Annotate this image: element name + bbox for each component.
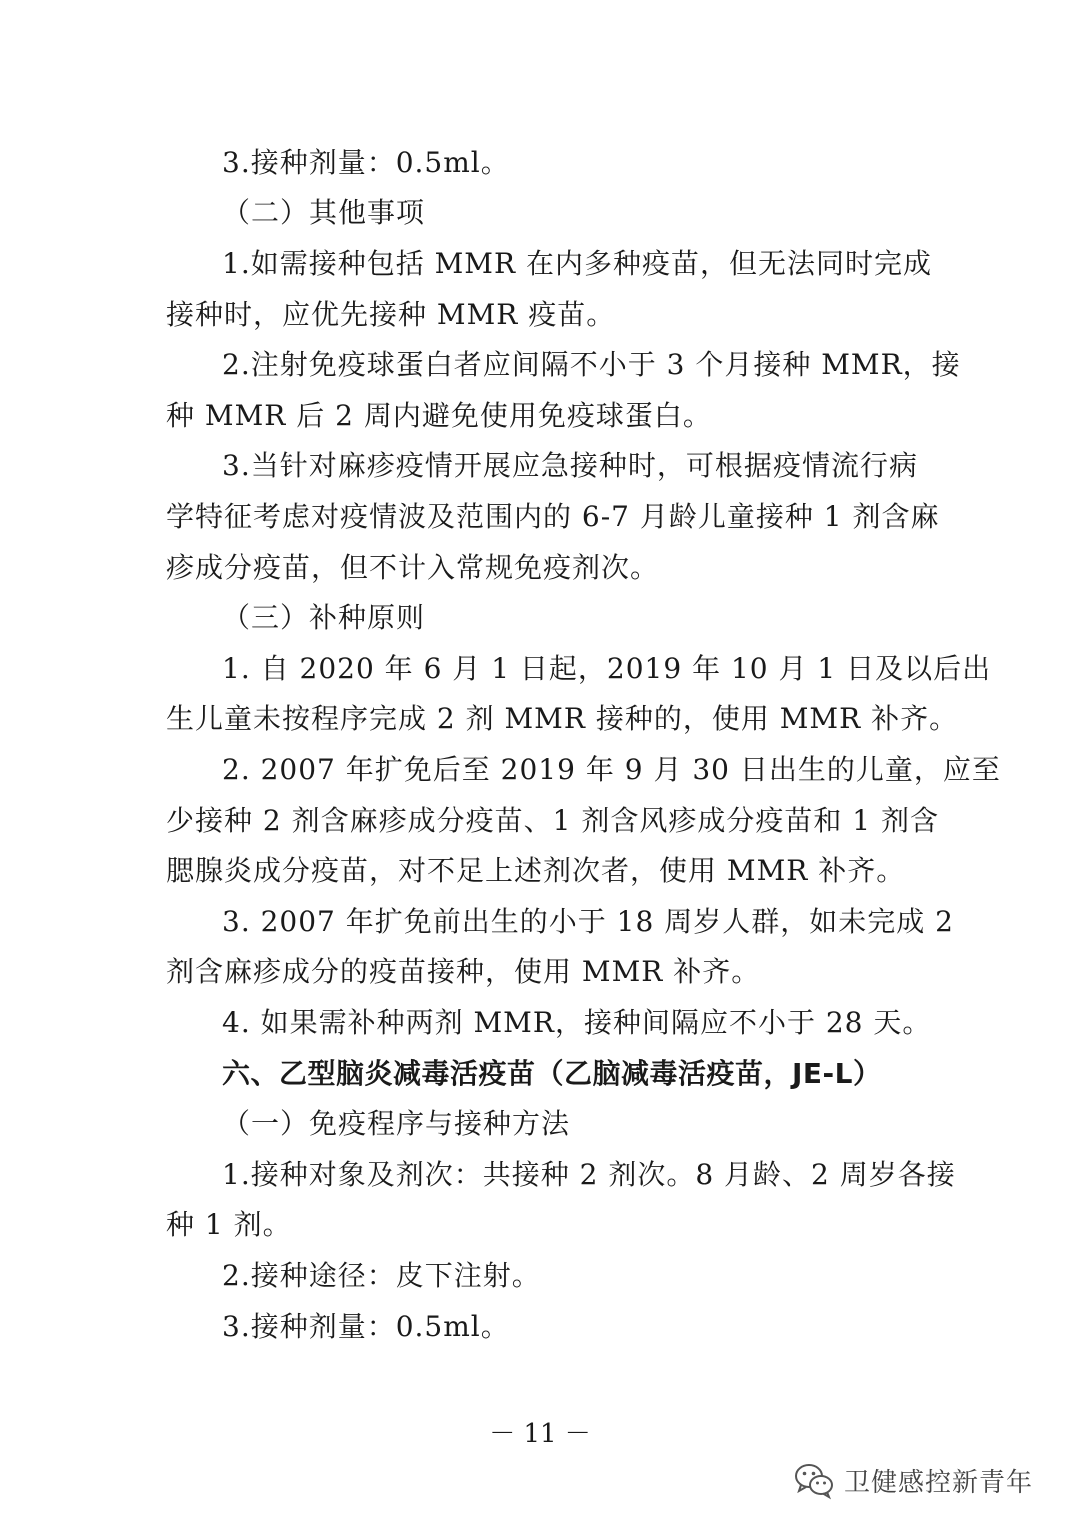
text-line: 4. 如果需补种两剂 MMR，接种间隔应不小于 28 天。	[222, 1006, 932, 1039]
text-line: 1. 自 2020 年 6 月 1 日起，2019 年 10 月 1 日及以后出	[222, 652, 992, 685]
text-line: 腮腺炎成分疫苗，对不足上述剂次者，使用 MMR 补齐。	[166, 854, 906, 887]
watermark	[792, 1458, 1033, 1502]
text-line: 少接种 2 剂含麻疹成分疫苗、1 剂含风疹成分疫苗和 1 剂含	[166, 804, 939, 837]
text-line: 接种时，应优先接种 MMR 疫苗。	[166, 298, 616, 331]
chapter-heading: 六、乙型脑炎减毒活疫苗（乙脑减毒活疫苗，JE-L）	[222, 1057, 882, 1090]
section-heading: （一）免疫程序与接种方法	[222, 1107, 571, 1140]
text-line: 3. 2007 年扩免前出生的小于 18 周岁人群，如未完成 2	[222, 905, 954, 938]
text-line: 疹成分疫苗，但不计入常规免疫剂次。	[166, 551, 660, 584]
text-line: 3.当针对麻疹疫情开展应急接种时，可根据疫情流行病	[222, 449, 918, 482]
text-line: 2. 2007 年扩免后至 2019 年 9 月 30 日出生的儿童，应至	[222, 753, 1001, 786]
watermark-text: 卫健感控新青年	[844, 1467, 1034, 1498]
text-line: 学特征考虑对疫情波及范围内的 6-7 月龄儿童接种 1 剂含麻	[166, 500, 940, 533]
text-line: 3.接种剂量：0.5ml。	[222, 1310, 510, 1343]
text-line: 种 1 剂。	[166, 1208, 292, 1241]
page-number: － 11 －	[489, 1419, 591, 1449]
text-line: 3.接种剂量：0.5ml。	[222, 146, 510, 179]
text-line: 生儿童未按程序完成 2 剂 MMR 接种的，使用 MMR 补齐。	[166, 702, 959, 735]
text-line: 种 MMR 后 2 周内避免使用免疫球蛋白。	[166, 399, 712, 432]
text-line: 2.注射免疫球蛋白者应间隔不小于 3 个月接种 MMR，接	[222, 348, 961, 381]
section-heading: （二）其他事项	[222, 196, 426, 229]
wechat-icon	[792, 1458, 836, 1502]
text-line: 1.接种对象及剂次：共接种 2 剂次。8 月龄、2 周岁各接	[222, 1158, 956, 1191]
text-line: 2.接种途径：皮下注射。	[222, 1259, 541, 1292]
text-line: 1.如需接种包括 MMR 在内多种疫苗，但无法同时完成	[222, 247, 932, 280]
text-line: 剂含麻疹成分的疫苗接种，使用 MMR 补齐。	[166, 955, 761, 988]
section-heading: （三）补种原则	[222, 601, 426, 634]
